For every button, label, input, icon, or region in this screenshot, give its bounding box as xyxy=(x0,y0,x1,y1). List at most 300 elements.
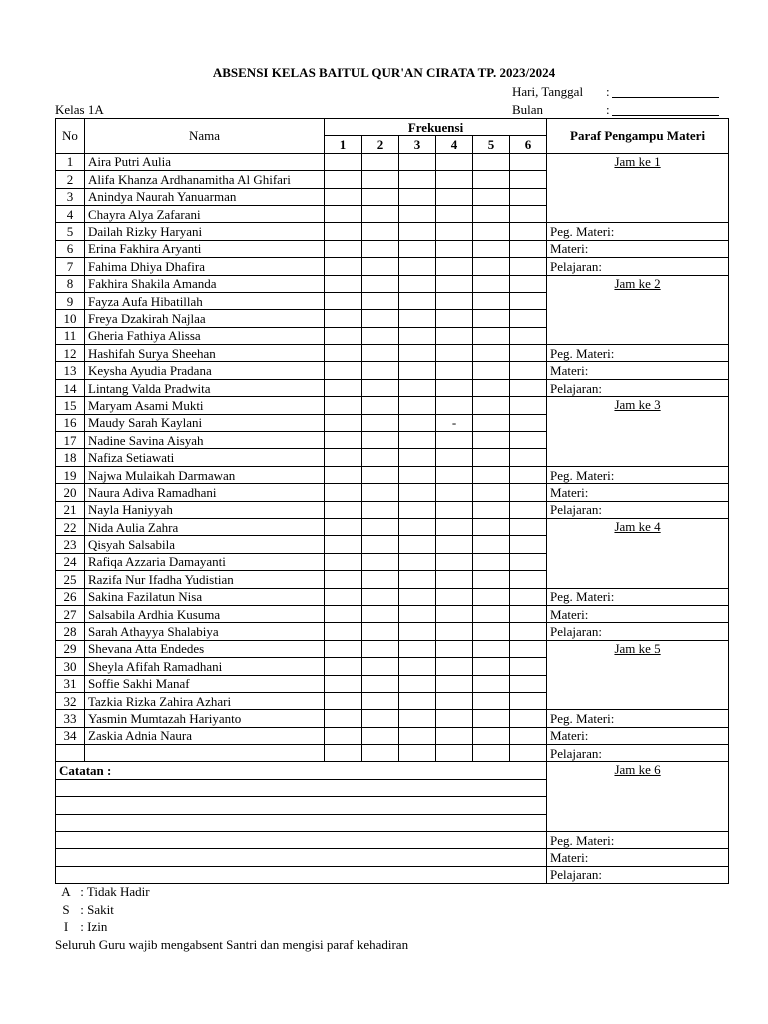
student-name: Salsabila Ardhia Kusuma xyxy=(85,605,325,622)
attendance-cell[interactable] xyxy=(325,205,362,222)
row-number: 8 xyxy=(56,275,85,292)
attendance-cell[interactable] xyxy=(473,553,510,570)
attendance-cell[interactable] xyxy=(436,675,473,692)
paraf-pelajaran[interactable]: Pelajaran: xyxy=(547,745,729,762)
attendance-cell[interactable] xyxy=(325,449,362,466)
paraf-materi[interactable]: Materi: xyxy=(547,605,729,622)
attendance-cell[interactable] xyxy=(399,501,436,518)
row-number: 3 xyxy=(56,188,85,205)
attendance-cell[interactable] xyxy=(473,188,510,205)
attendance-cell[interactable] xyxy=(436,432,473,449)
attendance-cell[interactable] xyxy=(510,397,547,414)
attendance-cell[interactable] xyxy=(436,692,473,709)
attendance-cell[interactable] xyxy=(362,345,399,362)
attendance-cell[interactable] xyxy=(399,188,436,205)
table-row xyxy=(56,466,729,483)
attendance-cell[interactable] xyxy=(436,397,473,414)
attendance-cell[interactable] xyxy=(362,588,399,605)
attendance-cell[interactable] xyxy=(399,571,436,588)
attendance-cell[interactable] xyxy=(362,501,399,518)
attendance-cell[interactable] xyxy=(325,588,362,605)
header-freq-col: 3 xyxy=(399,136,436,153)
student-name: Sheyla Afifah Ramadhani xyxy=(85,658,325,675)
attendance-cell[interactable] xyxy=(473,292,510,309)
attendance-cell[interactable] xyxy=(399,223,436,240)
attendance-cell[interactable] xyxy=(436,536,473,553)
paraf-peg-materi[interactable]: Peg. Materi: xyxy=(547,832,729,849)
attendance-cell[interactable] xyxy=(399,171,436,188)
attendance-cell[interactable] xyxy=(473,623,510,640)
student-name: Najwa Mulaikah Darmawan xyxy=(85,466,325,483)
attendance-cell[interactable] xyxy=(399,623,436,640)
attendance-cell[interactable] xyxy=(436,501,473,518)
hari-tanggal-label: Hari, Tanggal xyxy=(512,84,584,99)
attendance-cell[interactable] xyxy=(473,310,510,327)
attendance-cell[interactable] xyxy=(473,588,510,605)
paraf-peg-materi[interactable]: Peg. Materi: xyxy=(547,345,729,362)
attendance-cell[interactable] xyxy=(510,484,547,501)
attendance-cell[interactable] xyxy=(399,536,436,553)
attendance-cell[interactable] xyxy=(510,153,547,170)
attendance-cell[interactable] xyxy=(473,345,510,362)
attendance-cell[interactable] xyxy=(399,153,436,170)
student-name: Hashifah Surya Sheehan xyxy=(85,345,325,362)
attendance-cell[interactable] xyxy=(399,553,436,570)
paraf-pelajaran[interactable]: Pelajaran: xyxy=(547,623,729,640)
attendance-cell[interactable] xyxy=(325,745,362,762)
attendance-cell[interactable] xyxy=(325,171,362,188)
attendance-cell[interactable] xyxy=(362,432,399,449)
attendance-cell[interactable] xyxy=(362,205,399,222)
attendance-cell[interactable] xyxy=(399,745,436,762)
attendance-cell[interactable] xyxy=(325,553,362,570)
attendance-cell[interactable] xyxy=(399,675,436,692)
row-number: 15 xyxy=(56,397,85,414)
attendance-cell[interactable] xyxy=(473,205,510,222)
attendance-cell[interactable] xyxy=(436,745,473,762)
attendance-cell[interactable] xyxy=(362,536,399,553)
jam-cell: Jam ke 2 xyxy=(547,275,729,345)
hari-tanggal-field[interactable] xyxy=(612,83,719,98)
attendance-cell[interactable]: - xyxy=(436,414,473,431)
attendance-cell[interactable] xyxy=(473,223,510,240)
attendance-cell[interactable] xyxy=(473,536,510,553)
attendance-cell[interactable] xyxy=(325,345,362,362)
catatan-line[interactable] xyxy=(56,832,547,849)
attendance-cell[interactable] xyxy=(399,275,436,292)
row-number: 22 xyxy=(56,518,85,535)
catatan-label: Catatan : xyxy=(56,762,547,779)
row-number: 26 xyxy=(56,588,85,605)
student-name: Nafiza Setiawati xyxy=(85,449,325,466)
student-name xyxy=(85,745,325,762)
attendance-cell[interactable] xyxy=(362,397,399,414)
attendance-cell[interactable] xyxy=(362,292,399,309)
bulan-field[interactable] xyxy=(612,101,719,116)
student-name: Sarah Athayya Shalabiya xyxy=(85,623,325,640)
attendance-cell[interactable] xyxy=(436,188,473,205)
student-name: Zaskia Adnia Naura xyxy=(85,727,325,744)
header-freq-col: 2 xyxy=(362,136,399,153)
attendance-cell[interactable] xyxy=(436,466,473,483)
attendance-cell[interactable] xyxy=(510,658,547,675)
attendance-cell[interactable] xyxy=(510,275,547,292)
attendance-cell[interactable] xyxy=(362,640,399,657)
attendance-cell[interactable] xyxy=(362,240,399,257)
attendance-cell[interactable] xyxy=(325,258,362,275)
attendance-cell[interactable] xyxy=(473,171,510,188)
attendance-cell[interactable] xyxy=(473,745,510,762)
attendance-cell[interactable] xyxy=(510,432,547,449)
table-row xyxy=(56,397,729,414)
attendance-table xyxy=(55,118,729,884)
row-number: 31 xyxy=(56,675,85,692)
attendance-cell[interactable] xyxy=(473,692,510,709)
attendance-cell[interactable] xyxy=(510,605,547,622)
student-name: Sakina Fazilatun Nisa xyxy=(85,588,325,605)
attendance-cell[interactable] xyxy=(510,623,547,640)
attendance-cell[interactable] xyxy=(325,397,362,414)
attendance-cell[interactable] xyxy=(362,188,399,205)
student-name: Yasmin Mumtazah Hariyanto xyxy=(85,710,325,727)
attendance-cell[interactable] xyxy=(473,258,510,275)
row-number: 12 xyxy=(56,345,85,362)
attendance-cell[interactable] xyxy=(436,518,473,535)
attendance-cell[interactable] xyxy=(399,327,436,344)
attendance-cell[interactable] xyxy=(399,605,436,622)
attendance-cell[interactable] xyxy=(436,362,473,379)
attendance-cell[interactable] xyxy=(399,692,436,709)
attendance-cell[interactable] xyxy=(436,623,473,640)
attendance-cell[interactable] xyxy=(325,327,362,344)
attendance-cell[interactable] xyxy=(399,518,436,535)
attendance-cell[interactable] xyxy=(473,571,510,588)
attendance-cell[interactable] xyxy=(362,484,399,501)
paraf-pelajaran[interactable]: Pelajaran: xyxy=(547,501,729,518)
attendance-cell[interactable] xyxy=(436,484,473,501)
attendance-cell[interactable] xyxy=(436,327,473,344)
student-name: Gheria Fathiya Alissa xyxy=(85,327,325,344)
attendance-cell[interactable] xyxy=(473,501,510,518)
attendance-cell[interactable] xyxy=(325,310,362,327)
attendance-cell[interactable] xyxy=(510,588,547,605)
bulan-label: Bulan xyxy=(512,102,544,117)
row-number: 28 xyxy=(56,623,85,640)
attendance-cell[interactable] xyxy=(436,588,473,605)
attendance-cell[interactable] xyxy=(510,223,547,240)
attendance-cell[interactable] xyxy=(473,675,510,692)
catatan-line[interactable] xyxy=(56,779,547,796)
attendance-cell[interactable] xyxy=(325,484,362,501)
attendance-cell[interactable] xyxy=(510,571,547,588)
attendance-cell[interactable] xyxy=(325,571,362,588)
header-freq-col: 4 xyxy=(436,136,473,153)
paraf-peg-materi[interactable]: Peg. Materi: xyxy=(547,466,729,483)
attendance-cell[interactable] xyxy=(399,362,436,379)
attendance-cell[interactable] xyxy=(362,658,399,675)
attendance-cell[interactable] xyxy=(473,397,510,414)
attendance-cell[interactable] xyxy=(510,501,547,518)
row-number: 13 xyxy=(56,362,85,379)
attendance-cell[interactable] xyxy=(362,258,399,275)
paraf-materi[interactable]: Materi: xyxy=(547,240,729,257)
student-name: Naura Adiva Ramadhani xyxy=(85,484,325,501)
attendance-cell[interactable] xyxy=(510,205,547,222)
attendance-cell[interactable] xyxy=(510,466,547,483)
attendance-cell[interactable] xyxy=(510,379,547,396)
attendance-cell[interactable] xyxy=(473,432,510,449)
attendance-cell[interactable] xyxy=(325,692,362,709)
table-row xyxy=(56,345,729,362)
attendance-cell[interactable] xyxy=(436,205,473,222)
attendance-cell[interactable] xyxy=(325,153,362,170)
paraf-pelajaran[interactable]: Pelajaran: xyxy=(547,379,729,396)
attendance-cell[interactable] xyxy=(510,310,547,327)
attendance-cell[interactable] xyxy=(399,240,436,257)
header-row xyxy=(56,119,729,136)
paraf-peg-materi[interactable]: Peg. Materi: xyxy=(547,710,729,727)
attendance-cell[interactable] xyxy=(473,605,510,622)
attendance-cell[interactable] xyxy=(473,484,510,501)
attendance-cell[interactable] xyxy=(399,397,436,414)
attendance-cell[interactable] xyxy=(436,640,473,657)
attendance-cell[interactable] xyxy=(362,414,399,431)
attendance-cell[interactable] xyxy=(325,362,362,379)
paraf-materi[interactable]: Materi: xyxy=(547,727,729,744)
attendance-cell[interactable] xyxy=(473,362,510,379)
attendance-cell[interactable] xyxy=(436,449,473,466)
attendance-cell[interactable] xyxy=(362,553,399,570)
attendance-cell[interactable] xyxy=(436,727,473,744)
kelas-label: Kelas 1A xyxy=(55,102,104,117)
attendance-cell[interactable] xyxy=(325,518,362,535)
attendance-cell[interactable] xyxy=(510,414,547,431)
attendance-cell[interactable] xyxy=(362,449,399,466)
attendance-cell[interactable] xyxy=(436,710,473,727)
attendance-cell[interactable] xyxy=(510,362,547,379)
attendance-cell[interactable] xyxy=(362,362,399,379)
attendance-cell[interactable] xyxy=(510,536,547,553)
attendance-cell[interactable] xyxy=(399,449,436,466)
paraf-peg-materi[interactable]: Peg. Materi: xyxy=(547,588,729,605)
attendance-cell[interactable] xyxy=(399,710,436,727)
attendance-cell[interactable] xyxy=(325,414,362,431)
attendance-cell[interactable] xyxy=(362,605,399,622)
paraf-materi[interactable]: Materi: xyxy=(547,484,729,501)
attendance-cell[interactable] xyxy=(473,518,510,535)
attendance-cell[interactable] xyxy=(399,205,436,222)
attendance-cell[interactable] xyxy=(399,414,436,431)
attendance-cell[interactable] xyxy=(325,727,362,744)
attendance-cell[interactable] xyxy=(510,188,547,205)
attendance-cell[interactable] xyxy=(362,379,399,396)
attendance-cell[interactable] xyxy=(399,640,436,657)
student-name: Keysha Ayudia Pradana xyxy=(85,362,325,379)
attendance-cell[interactable] xyxy=(473,153,510,170)
attendance-cell[interactable] xyxy=(362,327,399,344)
attendance-cell[interactable] xyxy=(510,171,547,188)
attendance-cell[interactable] xyxy=(436,258,473,275)
attendance-cell[interactable] xyxy=(325,710,362,727)
catatan-row xyxy=(56,849,729,866)
legend-desc: : Izin xyxy=(80,919,108,934)
attendance-cell[interactable] xyxy=(325,188,362,205)
header-frekuensi: Frekuensi xyxy=(325,119,547,136)
attendance-cell[interactable] xyxy=(436,605,473,622)
attendance-cell[interactable] xyxy=(362,623,399,640)
attendance-cell[interactable] xyxy=(436,571,473,588)
row-number: 16 xyxy=(56,414,85,431)
row-number: 18 xyxy=(56,449,85,466)
student-name: Tazkia Rizka Zahira Azhari xyxy=(85,692,325,709)
attendance-cell[interactable] xyxy=(362,310,399,327)
attendance-cell[interactable] xyxy=(473,449,510,466)
attendance-cell[interactable] xyxy=(362,571,399,588)
attendance-cell[interactable] xyxy=(436,310,473,327)
attendance-cell[interactable] xyxy=(325,605,362,622)
hari-tanggal-colon: : xyxy=(606,84,610,99)
student-name: Maryam Asami Mukti xyxy=(85,397,325,414)
table-row xyxy=(56,484,729,501)
attendance-cell[interactable] xyxy=(436,379,473,396)
attendance-cell[interactable] xyxy=(399,658,436,675)
table-row xyxy=(56,727,729,744)
attendance-cell[interactable] xyxy=(473,414,510,431)
attendance-cell[interactable] xyxy=(399,310,436,327)
paraf-pelajaran[interactable]: Pelajaran: xyxy=(547,258,729,275)
attendance-cell[interactable] xyxy=(510,675,547,692)
attendance-cell[interactable] xyxy=(436,171,473,188)
attendance-cell[interactable] xyxy=(325,675,362,692)
row-number: 7 xyxy=(56,258,85,275)
attendance-cell[interactable] xyxy=(436,553,473,570)
attendance-cell[interactable] xyxy=(473,658,510,675)
attendance-cell[interactable] xyxy=(473,710,510,727)
attendance-cell[interactable] xyxy=(473,727,510,744)
attendance-cell[interactable] xyxy=(325,623,362,640)
attendance-cell[interactable] xyxy=(362,727,399,744)
attendance-cell[interactable] xyxy=(325,536,362,553)
table-row xyxy=(56,518,729,535)
attendance-cell[interactable] xyxy=(325,658,362,675)
attendance-cell[interactable] xyxy=(325,240,362,257)
attendance-cell[interactable] xyxy=(510,745,547,762)
attendance-cell[interactable] xyxy=(325,466,362,483)
attendance-cell[interactable] xyxy=(325,223,362,240)
table-row xyxy=(56,153,729,170)
attendance-cell[interactable] xyxy=(399,258,436,275)
attendance-cell[interactable] xyxy=(436,240,473,257)
attendance-cell[interactable] xyxy=(325,292,362,309)
paraf-peg-materi[interactable]: Peg. Materi: xyxy=(547,223,729,240)
attendance-cell[interactable] xyxy=(436,658,473,675)
attendance-cell[interactable] xyxy=(399,292,436,309)
attendance-cell[interactable] xyxy=(325,640,362,657)
catatan-line[interactable] xyxy=(56,866,547,883)
attendance-cell[interactable] xyxy=(510,692,547,709)
attendance-cell[interactable] xyxy=(510,258,547,275)
attendance-cell[interactable] xyxy=(436,153,473,170)
attendance-cell[interactable] xyxy=(325,275,362,292)
attendance-cell[interactable] xyxy=(436,223,473,240)
attendance-cell[interactable] xyxy=(325,501,362,518)
attendance-cell[interactable] xyxy=(510,449,547,466)
attendance-cell[interactable] xyxy=(473,327,510,344)
attendance-cell[interactable] xyxy=(399,345,436,362)
attendance-cell[interactable] xyxy=(510,640,547,657)
student-name: Nida Aulia Zahra xyxy=(85,518,325,535)
attendance-cell[interactable] xyxy=(436,275,473,292)
attendance-cell[interactable] xyxy=(399,484,436,501)
attendance-cell[interactable] xyxy=(325,379,362,396)
attendance-cell[interactable] xyxy=(473,379,510,396)
attendance-cell[interactable] xyxy=(399,432,436,449)
header-freq-col: 1 xyxy=(325,136,362,153)
attendance-cell[interactable] xyxy=(399,466,436,483)
attendance-cell[interactable] xyxy=(362,675,399,692)
attendance-cell[interactable] xyxy=(510,292,547,309)
attendance-cell[interactable] xyxy=(362,275,399,292)
attendance-cell[interactable] xyxy=(362,171,399,188)
attendance-cell[interactable] xyxy=(436,345,473,362)
student-name: Qisyah Salsabila xyxy=(85,536,325,553)
attendance-cell[interactable] xyxy=(362,745,399,762)
attendance-cell[interactable] xyxy=(510,710,547,727)
student-name: Soffie Sakhi Manaf xyxy=(85,675,325,692)
attendance-cell[interactable] xyxy=(510,518,547,535)
attendance-cell[interactable] xyxy=(473,640,510,657)
table-row xyxy=(56,623,729,640)
attendance-cell[interactable] xyxy=(399,727,436,744)
catatan-row xyxy=(56,832,729,849)
paraf-materi[interactable]: Materi: xyxy=(547,849,729,866)
attendance-cell[interactable] xyxy=(362,466,399,483)
attendance-cell[interactable] xyxy=(510,553,547,570)
student-name: Freya Dzakirah Najlaa xyxy=(85,310,325,327)
footnote: Seluruh Guru wajib mengabsent Santri dan mengisi paraf kehadiran xyxy=(55,937,409,952)
attendance-cell[interactable] xyxy=(362,518,399,535)
header-paraf: Paraf Pengampu Materi xyxy=(547,119,729,154)
attendance-cell[interactable] xyxy=(362,153,399,170)
paraf-pelajaran[interactable]: Pelajaran: xyxy=(547,866,729,883)
legend-item xyxy=(55,902,114,918)
attendance-cell[interactable] xyxy=(510,327,547,344)
attendance-cell[interactable] xyxy=(362,223,399,240)
attendance-cell[interactable] xyxy=(399,379,436,396)
student-name: Razifa Nur Ifadha Yudistian xyxy=(85,571,325,588)
attendance-cell[interactable] xyxy=(436,292,473,309)
catatan-line[interactable] xyxy=(56,797,547,814)
attendance-cell[interactable] xyxy=(362,710,399,727)
paraf-materi[interactable]: Materi: xyxy=(547,362,729,379)
table-row xyxy=(56,640,729,657)
legend-code: I xyxy=(63,919,69,934)
attendance-cell[interactable] xyxy=(473,466,510,483)
catatan-line[interactable] xyxy=(56,849,547,866)
row-number: 25 xyxy=(56,571,85,588)
catatan-line[interactable] xyxy=(56,814,547,831)
student-name: Dailah Rizky Haryani xyxy=(85,223,325,240)
attendance-cell[interactable] xyxy=(399,588,436,605)
attendance-cell[interactable] xyxy=(510,345,547,362)
attendance-cell[interactable] xyxy=(362,692,399,709)
student-name: Lintang Valda Pradwita xyxy=(85,379,325,396)
attendance-cell[interactable] xyxy=(510,727,547,744)
attendance-cell[interactable] xyxy=(325,432,362,449)
attendance-cell[interactable] xyxy=(473,275,510,292)
attendance-cell[interactable] xyxy=(510,240,547,257)
attendance-cell[interactable] xyxy=(473,240,510,257)
